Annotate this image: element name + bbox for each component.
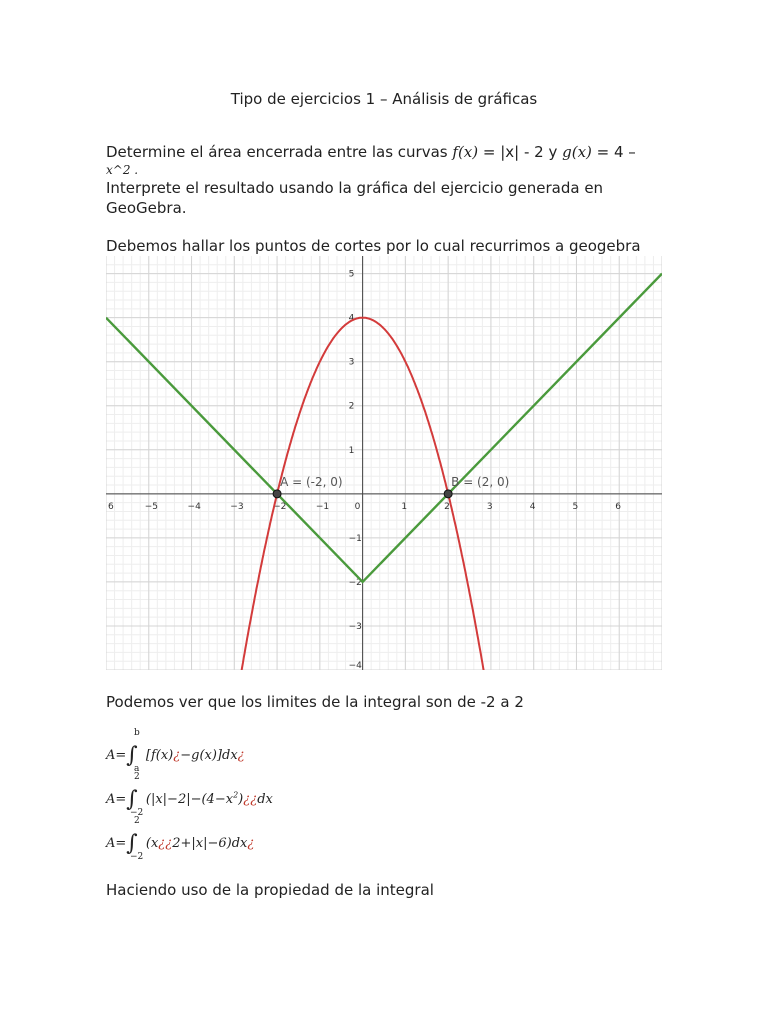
x-tick-label: 1 — [401, 501, 408, 512]
integral-formula-2 — [106, 772, 273, 818]
formula-lhs: A= — [106, 748, 127, 763]
x-tick-label: −2 — [273, 501, 287, 512]
series-f-line — [106, 274, 662, 582]
formula-body: (x — [145, 836, 159, 851]
point-label: B = (2, 0) — [451, 474, 510, 489]
y-tick-label: −1 — [348, 533, 362, 544]
formula-lhs: A= — [106, 792, 127, 807]
upper-limit: b — [134, 728, 140, 738]
formula-body: [f(x) — [145, 748, 174, 763]
formula-body: dx — [257, 792, 273, 807]
integral-sign: ∫ — [126, 831, 138, 856]
lower-limit: −2 — [130, 852, 144, 862]
geogebra-graph — [106, 256, 662, 670]
render-artifact: ¿¿ — [243, 792, 258, 807]
intro-line-3: Interprete el resultado usando la gráfica del ejercicio generada en GeoGebra. — [106, 179, 604, 217]
page-title: Tipo de ejercicios 1 – Análisis de gráficas — [230, 90, 538, 108]
formula-body: 2+|x|−6)dx — [172, 836, 248, 851]
formula-lhs: A= — [106, 836, 127, 851]
f-definition: f(x) — [452, 143, 479, 161]
x-tick-label: 6 — [615, 501, 621, 512]
lower-limit: −2 — [130, 808, 144, 818]
intro-line-1 — [106, 142, 666, 162]
exponent: 2 — [233, 790, 239, 800]
render-artifact: ¿¿ — [158, 836, 173, 851]
x-tick-label: −4 — [187, 501, 201, 512]
x-tick-label: −3 — [230, 501, 244, 512]
x-tick-label: −1 — [315, 501, 330, 512]
render-artifact: ¿ — [247, 836, 255, 851]
y-tick-label: −2 — [348, 577, 362, 588]
find-points-text: Debemos hallar los puntos de cortes por lo cual recurrimos a geogebra — [106, 237, 641, 255]
integral-formula-1 — [106, 728, 245, 774]
intro-paragraph — [106, 142, 666, 218]
render-artifact: ¿ — [173, 748, 181, 763]
x-tick-label: 5 — [572, 501, 579, 512]
y-tick-label: −3 — [348, 621, 362, 632]
y-tick-label: −4 — [348, 661, 362, 670]
integral-formula-3 — [106, 816, 255, 862]
intro-text: Determine el área encerrada entre las curvas — [106, 143, 453, 161]
x-tick-label: 0 — [354, 501, 361, 512]
formula-body: (|x|−2|−(4−x — [145, 792, 234, 807]
y-tick-label: 3 — [348, 357, 355, 368]
upper-limit: 2 — [134, 772, 140, 782]
intro-line-2: x^2 . — [106, 163, 139, 177]
formula-body: −g(x)]dx — [180, 748, 238, 763]
integral-sign: ∫ — [126, 743, 138, 768]
point-label: A = (-2, 0) — [280, 474, 343, 489]
point-a — [273, 490, 281, 498]
upper-limit: 2 — [134, 816, 140, 826]
x-tick-label: −5 — [144, 501, 159, 512]
limits-text: Podemos ver que los limites de la integral son de -2 a 2 — [106, 693, 524, 711]
x-tick-label: 4 — [529, 501, 536, 512]
point-b — [444, 490, 452, 498]
g-definition: g(x) — [562, 143, 592, 161]
f-rhs: = |x| - 2 y — [478, 143, 563, 161]
formula-body: ) — [238, 792, 244, 807]
g-rhs: = 4 – — [591, 143, 636, 161]
x-tick-label: 2 — [444, 501, 450, 512]
y-tick-label: 4 — [348, 313, 355, 324]
lower-limit: a — [134, 764, 140, 774]
y-tick-label: 5 — [348, 269, 355, 280]
property-text: Haciendo uso de la propiedad de la integral — [106, 881, 434, 899]
x-tick-label: 6 — [108, 501, 114, 512]
integral-sign: ∫ — [126, 787, 138, 812]
render-artifact: ¿ — [237, 748, 245, 763]
y-tick-label: 1 — [348, 445, 355, 456]
x-tick-label: 3 — [486, 501, 493, 512]
y-tick-label: 2 — [348, 401, 355, 412]
